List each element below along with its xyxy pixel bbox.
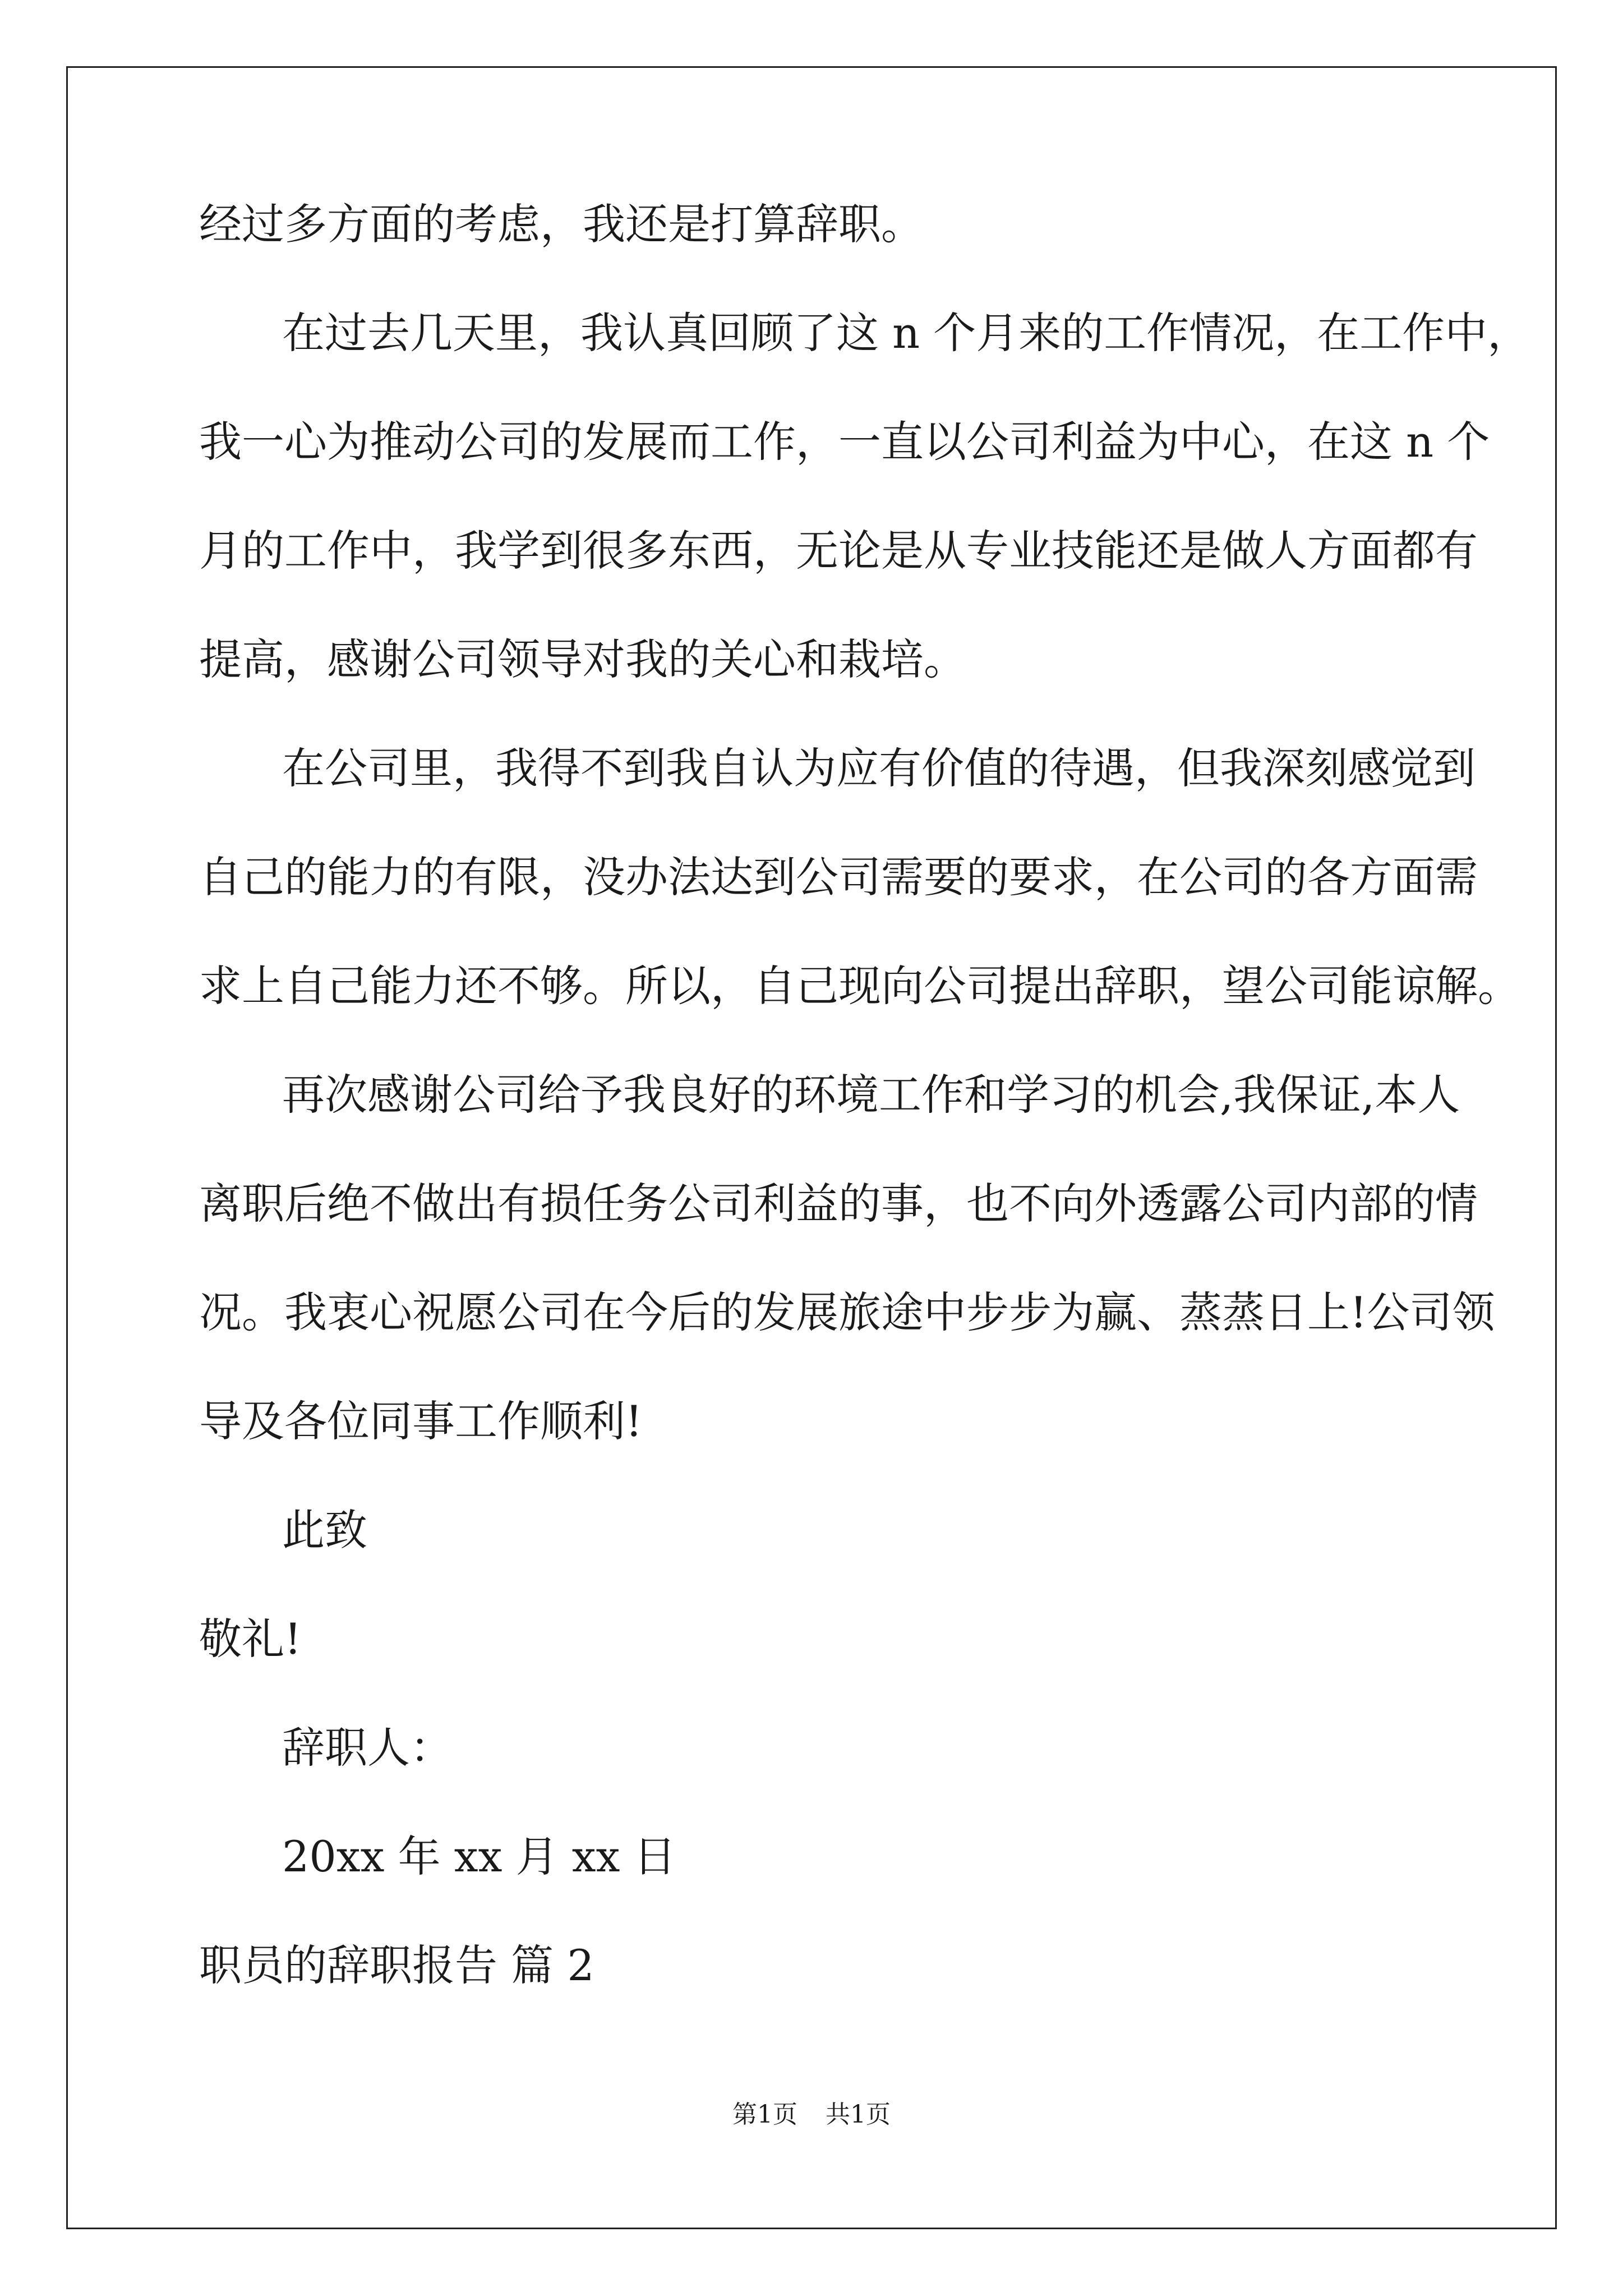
text-line: 自己的能力的有限，没办法达到公司需要的要求，在公司的各方面需 [199, 852, 1478, 902]
text-line: 月的工作中，我学到很多东西，无论是从专业技能还是做人方面都有 [199, 526, 1478, 576]
closing-salutation: 此致 [282, 1505, 367, 1555]
text-line: 求上自己能力还不够。所以，自己现向公司提出辞职，望公司能谅解。 [199, 961, 1520, 1011]
text-line: 提高，感谢公司领导对我的关心和栽培。 [199, 634, 966, 684]
page-footer [0, 2098, 1623, 2132]
text-line: 再次感谢公司给予我良好的环境工作和学习的机会,我保证,本人 [282, 1070, 1460, 1120]
text-line: 经过多方面的考虑，我还是打算辞职。 [199, 199, 924, 249]
text-line: 导及各位同事工作顺利! [199, 1396, 643, 1446]
section-heading: 职员的辞职报告 篇 2 [199, 1940, 594, 1990]
date-line: 20xx 年 xx 月 xx 日 [282, 1832, 676, 1881]
text-line: 在过去几天里，我认真回顾了这 n 个月来的工作情况，在工作中， [282, 308, 1530, 358]
document-body [199, 191, 1530, 2041]
page-number: 第1页 [732, 2100, 797, 2129]
text-line: 在公司里，我得不到我自认为应有价值的待遇，但我深刻感觉到 [282, 743, 1476, 793]
text-line: 离职后绝不做出有损任务公司利益的事，也不向外透露公司内部的情 [199, 1179, 1478, 1228]
text-line: 况。我衷心祝愿公司在今后的发展旅途中步步为赢、蒸蒸日上!公司领 [199, 1287, 1495, 1337]
page-total: 共1页 [826, 2100, 891, 2129]
signature-label: 辞职人： [282, 1723, 453, 1773]
closing-regards: 敬礼! [199, 1614, 302, 1664]
text-line: 我一心为推动公司的发展而工作，一直以公司利益为中心，在这 n 个 [199, 417, 1490, 467]
